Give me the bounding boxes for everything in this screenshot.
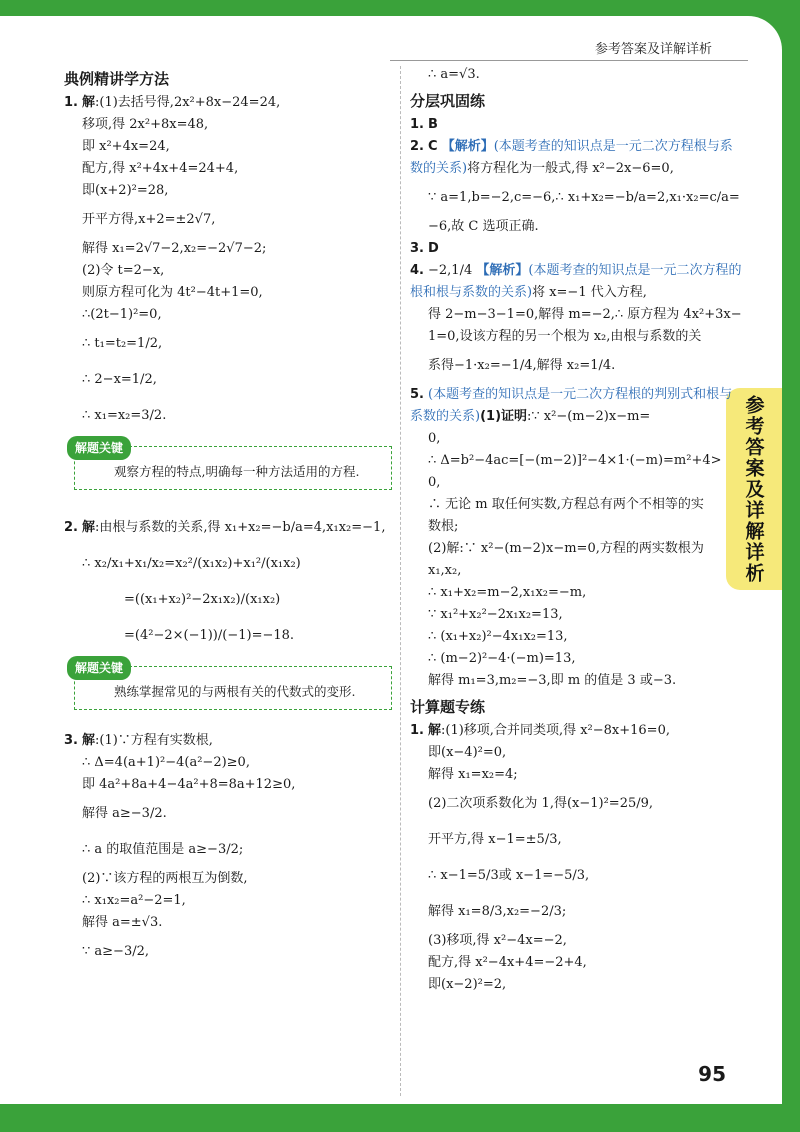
solution-line: 得 2−m−3−1=0,解得 m=−2,∴ 原方程为 4x²+3x−: [428, 307, 742, 322]
solution-line: ∴ x₂/x₁+x₁/x₂=x₂²/(x₁x₂)+x₁²/(x₁x₂): [82, 556, 301, 571]
running-header: 参考答案及详解详析: [594, 42, 712, 57]
solution-line: 1=0,设该方程的另一个根为 x₂,由根与系数的关: [428, 329, 702, 344]
key-point-box: [74, 441, 392, 490]
solution-line: 即 x²+4x=24,: [82, 139, 170, 154]
question-2: [410, 136, 742, 238]
question-number: 4.: [410, 263, 424, 278]
question-5: [410, 384, 742, 692]
proof-label: (1)证明: [480, 409, 528, 424]
analysis-tag: 【解析】: [476, 263, 529, 278]
answer-choice: C: [428, 139, 438, 154]
solution-line: (2)∵该方程的两根互为倒数,: [82, 871, 248, 886]
key-point-text: 熟练掌握常见的与两根有关的代数式的变形.: [114, 684, 356, 699]
solution-line: :(1)∵方程有实数根,: [95, 733, 213, 748]
problem-1: [64, 92, 394, 434]
solution-line: =((x₁+x₂)²−2x₁x₂)/(x₁x₂): [124, 592, 281, 607]
solution-line: (2)令 t=2−x,: [82, 263, 165, 278]
solution-line: 解得 x₁=2√7−2,x₂=−2√7−2;: [82, 241, 267, 256]
key-point-box: [74, 661, 392, 710]
solution-line: ∴ (x₁+x₂)²−4x₁x₂=13,: [428, 629, 568, 644]
solution-line: ∴(2t−1)²=0,: [82, 307, 162, 322]
solution-line: ∴ (m−2)²−4·(−m)=13,: [428, 651, 576, 666]
section-heading-examples: 典例精讲学方法: [64, 70, 170, 88]
solution-line: 即 4a²+8a+4−4a²+8=8a+12≥0,: [82, 777, 296, 792]
solution-line: ∴ x−1=5/3或 x−1=−5/3,: [428, 868, 590, 883]
continued-line: ∴ a=√3.: [428, 67, 480, 82]
question-1: [410, 114, 742, 136]
solution-label: 解: [82, 95, 96, 110]
solution-line: ∵ a=1,b=−2,c=−6,∴ x₁+x₂=−b/a=2,x₁·x₂=c/a=: [428, 190, 740, 205]
key-point-tag: 解题关键: [67, 436, 131, 460]
problem-2: [64, 510, 394, 654]
solution-line: −6,故 C 选项正确.: [428, 219, 539, 234]
solution-line: ∴ Δ=4(a+1)²−4(a²−2)≥0,: [82, 755, 250, 770]
page-sheet: [0, 16, 782, 1104]
question-4: [410, 260, 742, 384]
solution-line: :∵ x²−(m−2)x−m=: [527, 409, 651, 424]
solution-line: 开平方得,x+2=±2√7,: [82, 212, 216, 227]
answer-choice: −2,1/4: [428, 263, 473, 278]
solution-label: 解: [428, 723, 442, 738]
solution-line: (3)移项,得 x²−4x=−2,: [428, 933, 567, 948]
solution-line: 配方,得 x²+4x+4=24+4,: [82, 161, 239, 176]
solution-line: ∴ x₁x₂=a²−2=1,: [82, 893, 186, 908]
answer-choice: B: [428, 117, 438, 132]
solution-line: 将方程化为一般式,得 x²−2x−6=0,: [467, 161, 674, 176]
solution-line: ∴ 无论 m 取任何实数,方程总有两个不相等的实: [428, 497, 704, 512]
solution-line: 解得 a≥−3/2.: [82, 806, 167, 821]
question-number: 5.: [410, 387, 424, 402]
solution-line: 即(x−2)²=2,: [428, 977, 507, 992]
column-divider: [400, 66, 401, 1096]
solution-line: 解得 a=±√3.: [82, 915, 163, 930]
question-number: 2.: [410, 139, 424, 154]
topic-note: (本题考查的知识点是一元二次方程根与系数的关系): [410, 139, 733, 176]
solution-line: 0,: [428, 475, 441, 490]
problem-number: 3.: [64, 733, 78, 748]
solution-line: ∴ 2−x=1/2,: [82, 372, 157, 387]
question-number: 1.: [410, 723, 424, 738]
solution-line: x₁,x₂,: [428, 563, 462, 578]
solution-line: :(1)去括号得,2x²+8x−24=24,: [95, 95, 281, 110]
section-heading-computation: 计算题专练: [410, 698, 486, 716]
solution-line: 解得 m₁=3,m₂=−3,即 m 的值是 3 或−3.: [428, 673, 677, 688]
question-number: 3.: [410, 241, 424, 256]
header-rule: [390, 60, 748, 61]
answer-choice: D: [428, 241, 439, 256]
solution-line: ∴ a 的取值范围是 a≥−3/2;: [82, 842, 244, 857]
solution-line: :由根与系数的关系,得 x₁+x₂=−b/a=4,x₁x₂=−1,: [95, 520, 386, 535]
solution-line: ∵ x₁²+x₂²−2x₁x₂=13,: [428, 607, 563, 622]
topic-note: (本题考查的知识点是一元二次方程的根和根与系数的关系): [410, 263, 742, 300]
page-number: 95: [698, 1062, 726, 1086]
question-number: 1.: [410, 117, 424, 132]
side-tab-label: 参考答案及详解详析: [742, 394, 765, 584]
topic-note: (本题考查的知识点是一元二次方程根的判别式和根与系数的关系): [410, 387, 733, 424]
problem-number: 1.: [64, 95, 78, 110]
solution-label: 解: [82, 520, 96, 535]
left-column: [64, 64, 394, 970]
solution-line: =(4²−2×(−1))/(−1)=−18.: [124, 628, 295, 643]
solution-line: 则原方程可化为 4t²−4t+1=0,: [82, 285, 263, 300]
solution-line: ∴ x₁+x₂=m−2,x₁x₂=−m,: [428, 585, 587, 600]
solution-line: 移项,得 2x²+8x=48,: [82, 117, 209, 132]
solution-line: 将 x=−1 代入方程,: [532, 285, 647, 300]
solution-line: 即(x−4)²=0,: [428, 745, 507, 760]
key-point-tag: 解题关键: [67, 656, 131, 680]
solution-line: (2)二次项系数化为 1,得(x−1)²=25/9,: [428, 796, 654, 811]
question-3: [410, 238, 742, 260]
solution-line: 解得 x₁=x₂=4;: [428, 767, 518, 782]
solution-line: ∴ t₁=t₂=1/2,: [82, 336, 163, 351]
section-heading-practice: 分层巩固练: [410, 92, 486, 110]
solution-line: ∴ x₁=x₂=3/2.: [82, 408, 167, 423]
solution-line: 系得−1·x₂=−1/4,解得 x₂=1/4.: [428, 358, 616, 373]
problem-3: [64, 730, 394, 970]
solution-line: 开平方,得 x−1=±5/3,: [428, 832, 562, 847]
solution-line: ∴ Δ=b²−4ac=[−(m−2)]²−4×1·(−m)=m²+4>: [428, 453, 722, 468]
solution-line: 数根;: [428, 519, 459, 534]
solution-line: 即(x+2)²=28,: [82, 183, 169, 198]
solution-line: 0,: [428, 431, 441, 446]
analysis-tag: 【解析】: [441, 139, 494, 154]
solution-line: (2)解:∵ x²−(m−2)x−m=0,方程的两实数根为: [428, 541, 704, 556]
right-column: [410, 64, 742, 996]
computation-1: [410, 720, 742, 996]
problem-number: 2.: [64, 520, 78, 535]
key-point-text: 观察方程的特点,明确每一种方法适用的方程.: [114, 464, 360, 479]
solution-line: 解得 x₁=8/3,x₂=−2/3;: [428, 904, 567, 919]
solution-label: 解: [82, 733, 96, 748]
solution-line: :(1)移项,合并同类项,得 x²−8x+16=0,: [441, 723, 670, 738]
solution-line: ∵ a≥−3/2,: [82, 944, 149, 959]
solution-line: 配方,得 x²−4x+4=−2+4,: [428, 955, 587, 970]
